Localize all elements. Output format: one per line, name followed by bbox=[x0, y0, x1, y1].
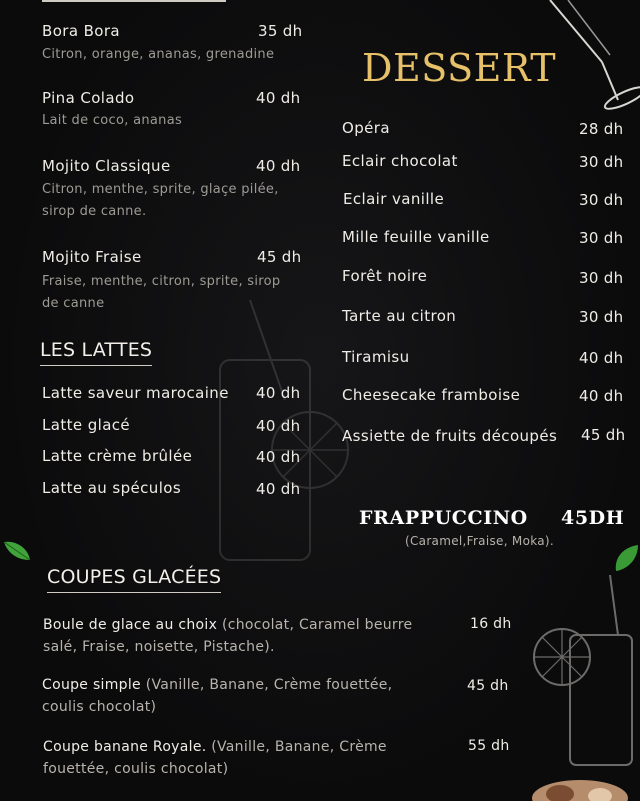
drink-price: 35 dh bbox=[258, 22, 303, 40]
coupe-name: Boule de glace au choix bbox=[43, 617, 218, 633]
coupe-desc: (chocolat, Caramel beurre salé, Fraise, noisette, Pistache). bbox=[43, 617, 413, 655]
dessert-price: 40 dh bbox=[579, 387, 624, 405]
latte-price: 40 dh bbox=[256, 417, 301, 435]
frappuccino-name: FRAPPUCCINO bbox=[359, 507, 528, 529]
drink-desc: Fraise, menthe, citron, sprite, sirop de canne bbox=[42, 274, 281, 311]
dessert-name: Forêt noire bbox=[342, 267, 428, 285]
dessert-name: Eclair vanille bbox=[343, 190, 445, 208]
drink-sketch-icon bbox=[190, 300, 360, 590]
latte-price: 40 dh bbox=[256, 480, 301, 498]
latte-name: Latte crème brûlée bbox=[42, 447, 193, 465]
dessert-price: 30 dh bbox=[579, 269, 624, 287]
dessert-price: 45 dh bbox=[581, 426, 626, 444]
drink-price: 40 dh bbox=[256, 157, 301, 175]
latte-price: 40 dh bbox=[256, 448, 301, 466]
dessert-name: Opéra bbox=[342, 119, 390, 137]
coupe-desc: (Vanille, Banane, Crème fouettée, coulis chocolat) bbox=[43, 739, 387, 777]
dessert-title: DESSERT bbox=[362, 46, 557, 90]
dessert-price: 30 dh bbox=[579, 229, 624, 247]
latte-name: Latte saveur marocaine bbox=[42, 384, 229, 402]
drink-desc: Citron, menthe, sprite, glaçe pilée, sirop de canne. bbox=[42, 182, 279, 219]
dessert-name: Cheesecake framboise bbox=[342, 386, 521, 404]
coupe-name: Coupe simple bbox=[42, 677, 141, 693]
top-divider bbox=[42, 0, 226, 2]
lattes-title: LES LATTES bbox=[40, 339, 152, 366]
dessert-price: 30 dh bbox=[579, 191, 624, 209]
dessert-photo-icon bbox=[520, 772, 640, 801]
latte-price: 40 dh bbox=[256, 384, 301, 402]
coupe-item bbox=[43, 736, 413, 780]
drink-name: Mojito Fraise bbox=[42, 248, 142, 266]
drink-price: 40 dh bbox=[256, 89, 301, 107]
mint-leaf-icon bbox=[2, 538, 32, 564]
latte-name: Latte glacé bbox=[42, 416, 131, 434]
lemon-glass-icon bbox=[530, 575, 640, 775]
dessert-price: 30 dh bbox=[579, 308, 624, 326]
coupe-price: 45 dh bbox=[467, 678, 509, 694]
mint-leaf-icon bbox=[612, 543, 640, 573]
coupe-price: 16 dh bbox=[470, 616, 512, 632]
coupe-desc: (Vanille, Banane, Crème fouettée, coulis chocolat) bbox=[42, 677, 393, 715]
drink-desc: Citron, orange, ananas, grenadine bbox=[42, 47, 275, 62]
dessert-name: Assiette de fruits découpés bbox=[342, 427, 558, 445]
coupe-price: 55 dh bbox=[468, 738, 510, 754]
frappuccino-price: 45DH bbox=[561, 507, 625, 529]
dessert-name: Eclair chocolat bbox=[342, 152, 458, 170]
coupes-title: COUPES GLACÉES bbox=[47, 566, 221, 593]
drink-name: Bora Bora bbox=[42, 22, 121, 40]
dessert-name: Tiramisu bbox=[342, 348, 410, 366]
drink-name: Mojito Classique bbox=[42, 157, 171, 175]
drink-price: 45 dh bbox=[257, 248, 302, 266]
coupe-item bbox=[43, 614, 433, 658]
dessert-price: 28 dh bbox=[579, 120, 624, 138]
dessert-price: 30 dh bbox=[579, 153, 624, 171]
dessert-name: Tarte au citron bbox=[342, 307, 457, 325]
latte-name: Latte au spéculos bbox=[42, 479, 182, 497]
coupe-name: Coupe banane Royale. bbox=[43, 739, 207, 755]
dessert-name: Mille feuille vanille bbox=[342, 228, 490, 246]
drink-desc: Lait de coco, ananas bbox=[42, 113, 183, 128]
drink-name: Pina Colado bbox=[42, 89, 135, 107]
coupe-item bbox=[42, 674, 412, 718]
frappuccino-options: (Caramel,Fraise, Moka). bbox=[405, 534, 555, 548]
dessert-price: 40 dh bbox=[579, 349, 624, 367]
